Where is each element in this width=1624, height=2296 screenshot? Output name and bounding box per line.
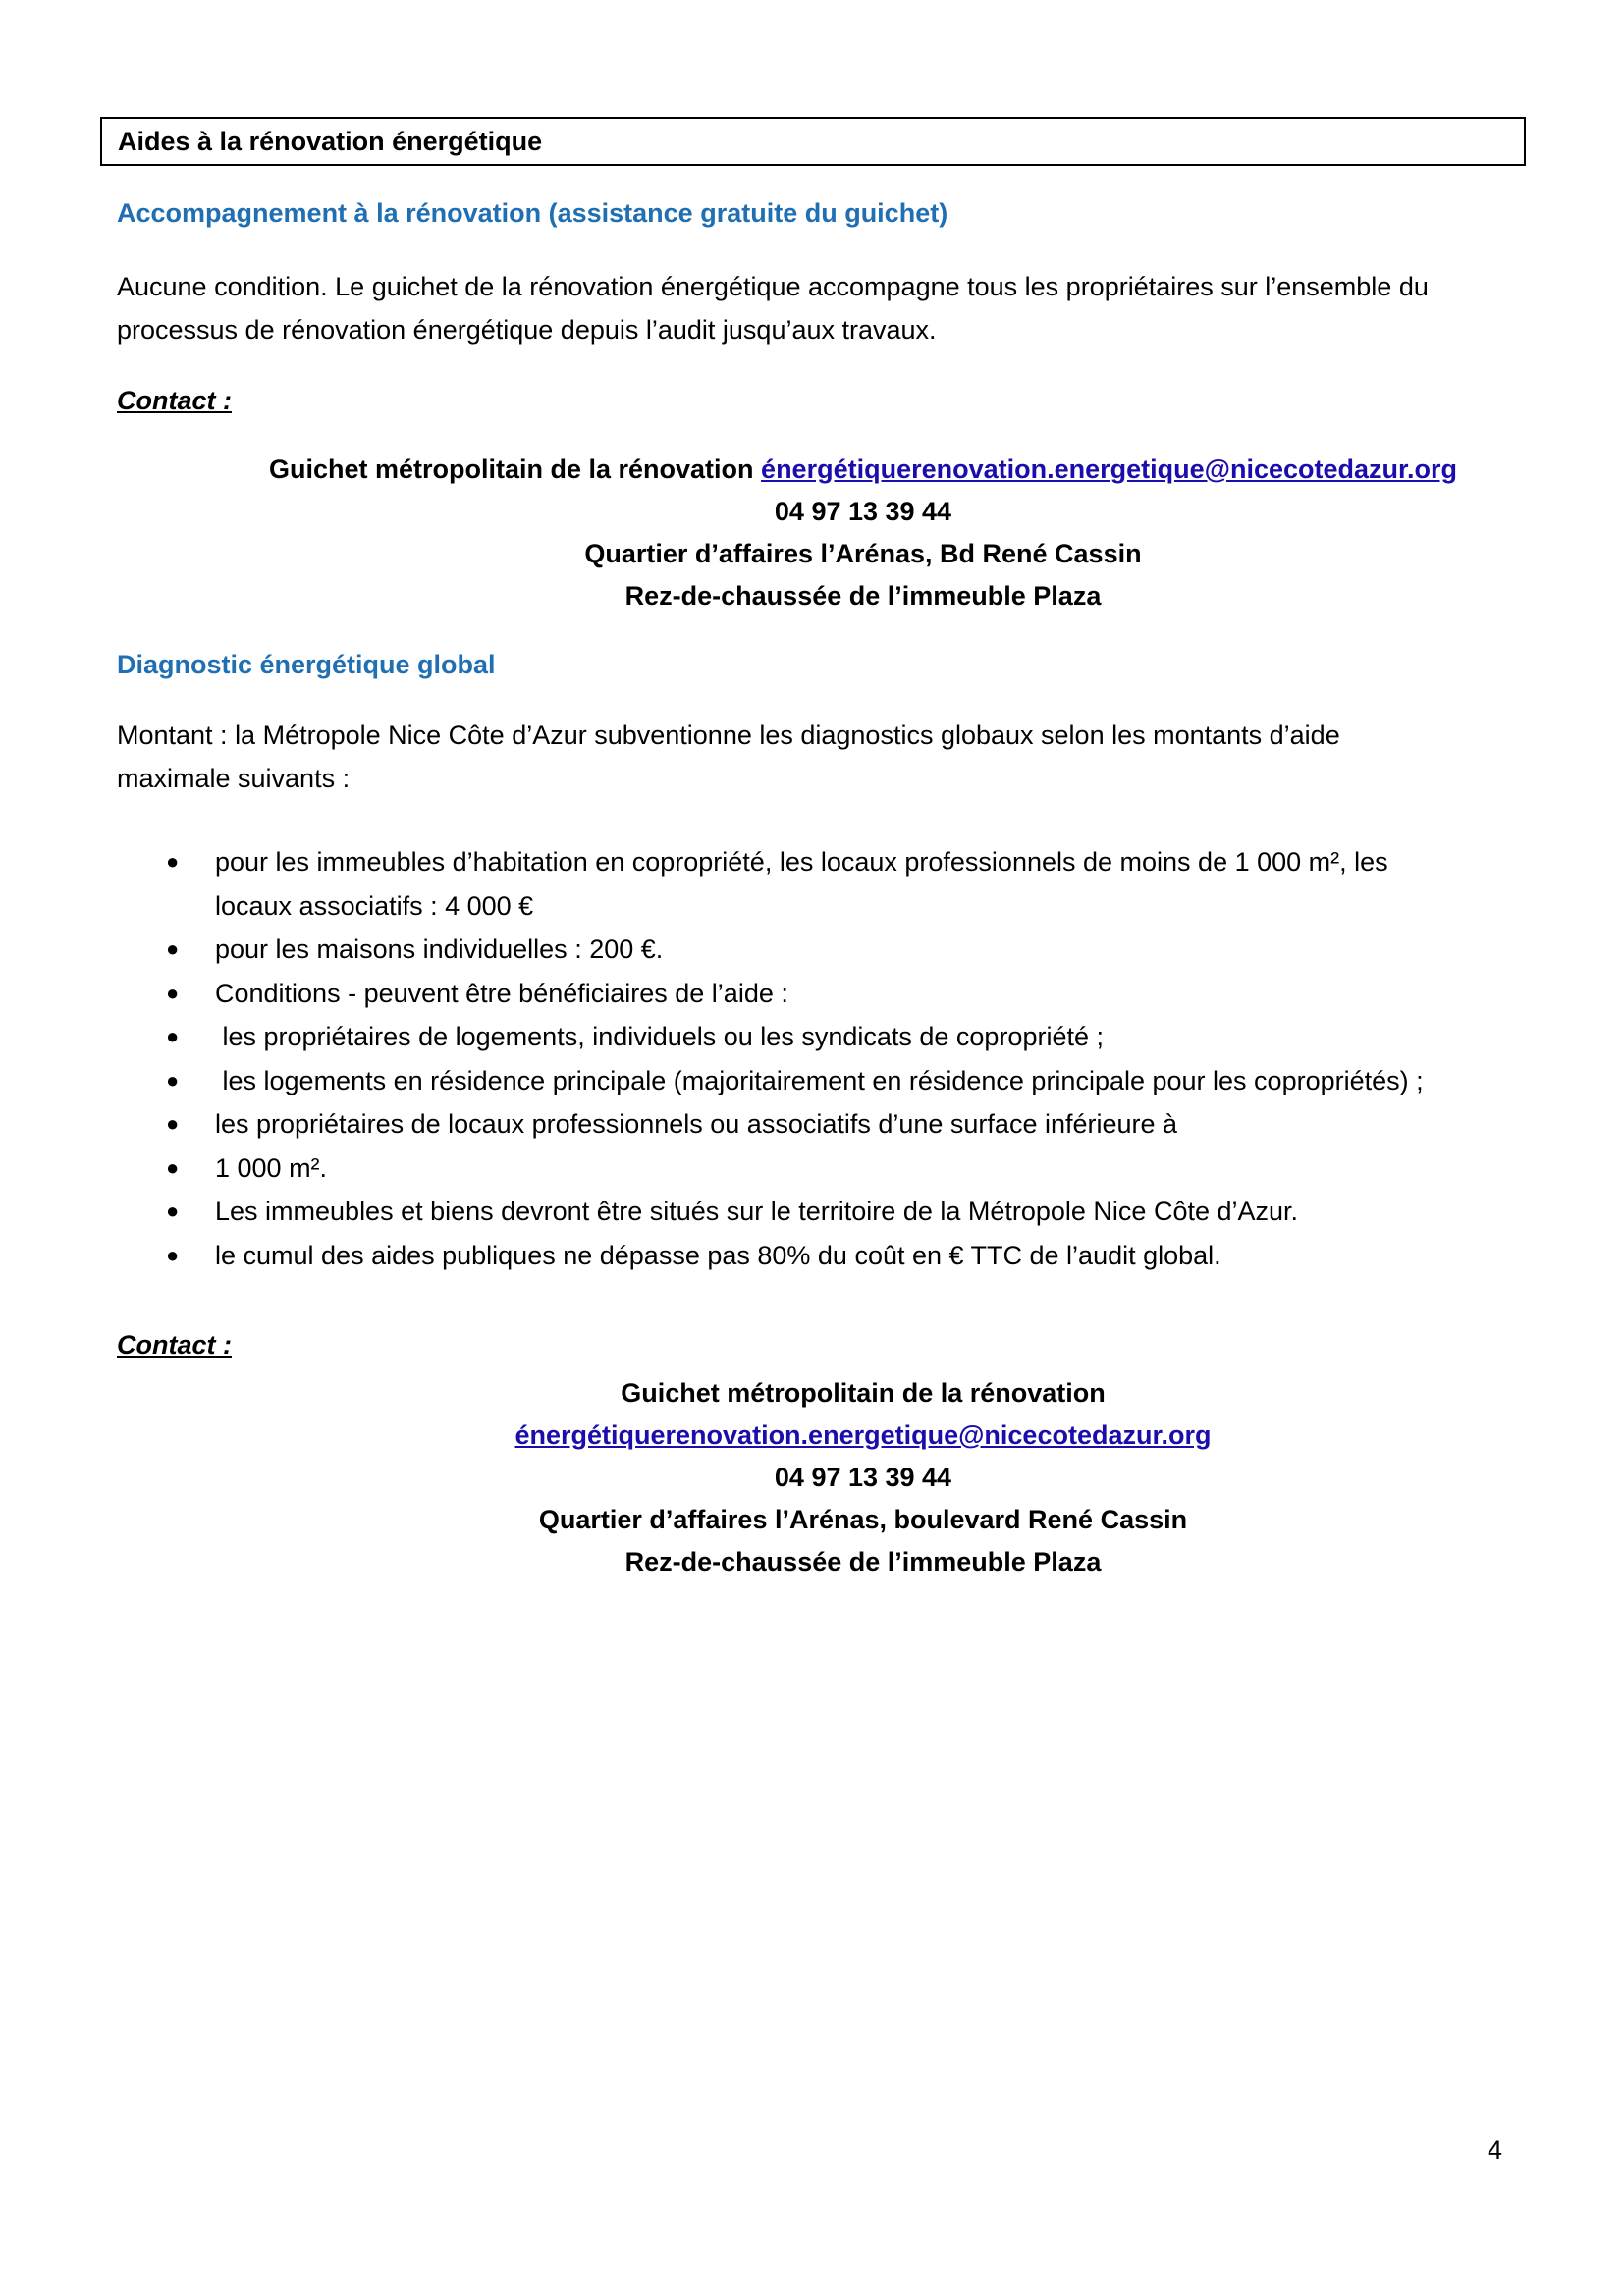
bullet-icon: ●: [166, 1242, 180, 1267]
list-item-text: les logements en résidence principale (majoritairement en résidence principale pour les copropriétés) ;: [215, 1065, 1424, 1095]
list-item: [117, 1147, 1531, 1191]
contact-address-2: Rez-de-chaussée de l’immeuble Plaza: [624, 581, 1102, 611]
bullet-icon: ●: [166, 1067, 180, 1093]
contact-block-1: [117, 449, 1609, 617]
list-item-text: 1 000 m².: [215, 1152, 328, 1183]
list-item: [117, 1234, 1531, 1278]
contact-name-line: [117, 449, 1609, 491]
list-item: [117, 1190, 1531, 1234]
bullet-icon: ●: [166, 936, 180, 961]
contact-label: Contact :: [117, 1330, 232, 1360]
contact-label: Contact :: [117, 386, 232, 415]
bullet-icon: ●: [166, 1154, 180, 1180]
paragraph-line: processus de rénovation énergétique depuis l’audit jusqu’aux travaux.: [117, 315, 937, 345]
bullet-icon: ●: [166, 1111, 180, 1136]
bullet-list: [117, 840, 1531, 1277]
paragraph-line: Aucune condition. Le guichet de la rénovation énergétique accompagne tous les propriétaires sur l’ensemble du: [117, 272, 1429, 301]
contact-phone: 04 97 13 39 44: [774, 1463, 952, 1492]
list-item: [117, 972, 1531, 1016]
list-item-continuation: locaux associatifs : 4 000 €: [215, 890, 534, 921]
contact-email-link[interactable]: énergétiquerenovation.energetique@nicecotedazur.org: [514, 1420, 1212, 1450]
bullet-icon: ●: [166, 1199, 180, 1223]
list-item-text: le cumul des aides publiques ne dépasse pas 80% du coût en € TTC de l’audit global.: [215, 1240, 1221, 1270]
contact-address-2: Rez-de-chaussée de l’immeuble Plaza: [624, 1547, 1102, 1576]
contact-address-1: Quartier d’affaires l’Arénas, boulevard René Cassin: [538, 1505, 1188, 1534]
contact-name: Guichet métropolitain de la rénovation: [268, 454, 762, 484]
contact-name: Guichet métropolitain de la rénovation: [621, 1378, 1106, 1408]
list-item: [117, 840, 1531, 928]
list-item: [117, 928, 1531, 972]
contact-block-2: [117, 1372, 1609, 1583]
list-item-text: pour les maisons individuelles : 200 €.: [215, 934, 664, 964]
list-item-text: les propriétaires de logements, individuels ou les syndicats de copropriété ;: [215, 1022, 1104, 1051]
bullet-icon: ●: [166, 849, 180, 874]
paragraph-line: maximale suivants :: [117, 764, 351, 793]
contact-email-link[interactable]: énergétiquerenovation.energetique@nicecotedazur.org: [761, 454, 1458, 484]
contact-address-1: Quartier d’affaires l’Arénas, Bd René Cassin: [584, 539, 1142, 568]
paragraph-diagnostic: [117, 714, 1531, 800]
paragraph-accompagnement: [117, 265, 1531, 351]
bullet-icon: ●: [166, 1024, 180, 1048]
section-title-box: Aides à la rénovation énergétique: [100, 117, 1526, 166]
bullet-icon: ●: [166, 980, 180, 1005]
list-item-text: les propriétaires de locaux professionnels ou associatifs d’une surface inférieure à: [215, 1109, 1178, 1139]
list-item: [117, 1102, 1531, 1147]
list-item-text: pour les immeubles d’habitation en copropriété, les locaux professionnels de moins de 1 000 m², les: [215, 847, 1388, 877]
list-item-text: Conditions - peuvent être bénéficiaires de l’aide :: [215, 978, 788, 1008]
heading-diagnostic: Diagnostic énergétique global: [117, 650, 496, 679]
list-item: [117, 1059, 1531, 1103]
heading-accompagnement: Accompagnement à la rénovation (assistance gratuite du guichet): [117, 198, 948, 228]
list-item-text: Les immeubles et biens devront être situés sur le territoire de la Métropole Nice Côte d’Azur.: [215, 1197, 1299, 1226]
paragraph-line: Montant : la Métropole Nice Côte d’Azur subventionne les diagnostics globaux selon les montants d’aide: [117, 721, 1340, 750]
contact-phone: 04 97 13 39 44: [774, 497, 952, 526]
list-item: [117, 1015, 1531, 1059]
contact-email-line: [117, 1415, 1609, 1457]
page-number: 4: [1488, 2135, 1503, 2164]
